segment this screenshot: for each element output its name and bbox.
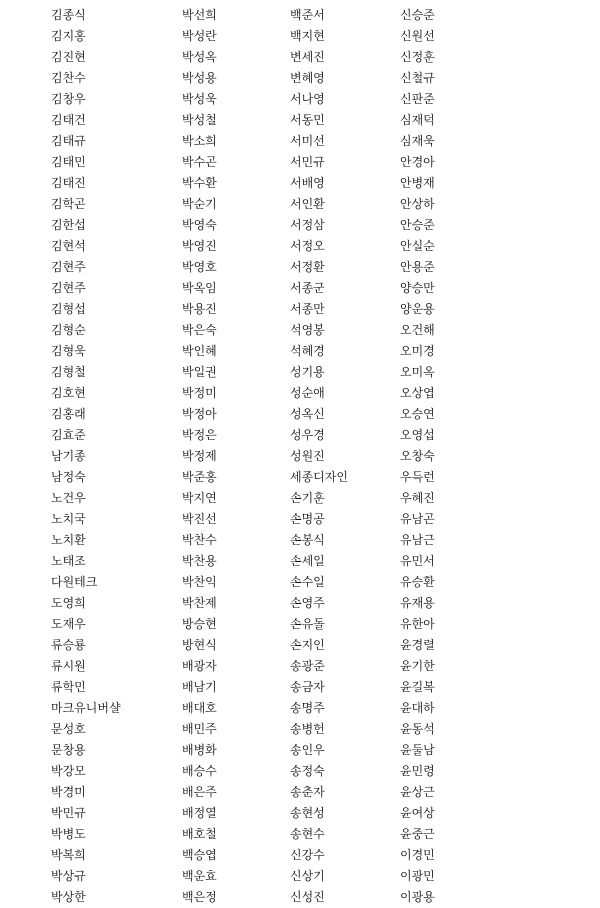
name-cell: 배광자 xyxy=(182,659,217,673)
name-cell: 김학곤 xyxy=(51,197,86,211)
name-cell: 유남근 xyxy=(400,533,435,547)
name-cell: 박성철 xyxy=(182,113,217,127)
name-cell: 노치국 xyxy=(51,512,86,526)
name-cell: 송병헌 xyxy=(290,722,325,736)
name-cell: 박성란 xyxy=(182,29,217,43)
name-cell: 박상한 xyxy=(51,890,86,904)
name-cell: 도영희 xyxy=(51,596,86,610)
name-cell: 서정삼 xyxy=(290,218,325,232)
name-cell: 서종군 xyxy=(290,281,325,295)
name-cell: 윤기한 xyxy=(400,659,435,673)
name-cell: 송현수 xyxy=(290,827,325,841)
name-cell: 마크유니버샬 xyxy=(51,701,121,715)
name-cell: 류승룡 xyxy=(51,638,86,652)
name-cell: 배병화 xyxy=(182,743,217,757)
name-cell: 박경미 xyxy=(51,785,86,799)
name-cell: 김현주 xyxy=(51,281,86,295)
name-cell: 이광민 xyxy=(400,869,435,883)
name-cell: 안실순 xyxy=(400,239,435,253)
name-cell: 윤동석 xyxy=(400,722,435,736)
name-cell: 송금자 xyxy=(290,680,325,694)
name-cell: 김홍래 xyxy=(51,407,86,421)
name-cell: 우혜진 xyxy=(400,491,435,505)
name-cell: 박영숙 xyxy=(182,218,217,232)
name-cell: 류시원 xyxy=(51,659,86,673)
name-cell: 문창용 xyxy=(51,743,86,757)
name-cell: 박용진 xyxy=(182,302,217,316)
name-cell: 김효준 xyxy=(51,428,86,442)
name-cell: 김형순 xyxy=(51,323,86,337)
name-cell: 김창우 xyxy=(51,92,86,106)
name-cell: 성옥신 xyxy=(290,407,325,421)
name-cell: 윤중근 xyxy=(400,827,435,841)
name-cell: 방현식 xyxy=(182,638,217,652)
name-cell: 남정숙 xyxy=(51,470,86,484)
name-cell: 백지현 xyxy=(290,29,325,43)
name-cell: 박선희 xyxy=(182,8,217,22)
name-cell: 송명주 xyxy=(290,701,325,715)
name-cell: 손기훈 xyxy=(290,491,325,505)
name-cell: 박준홍 xyxy=(182,470,217,484)
name-cell: 심재덕 xyxy=(400,113,435,127)
name-cell: 노치환 xyxy=(51,533,86,547)
name-cell: 노건우 xyxy=(51,491,86,505)
name-cell: 박영호 xyxy=(182,260,217,274)
name-cell: 손명공 xyxy=(290,512,325,526)
name-cell: 배정열 xyxy=(182,806,217,820)
name-cell: 오미옥 xyxy=(400,365,435,379)
name-cell: 윤둘남 xyxy=(400,743,435,757)
name-cell: 박옥임 xyxy=(182,281,217,295)
name-cell: 백운효 xyxy=(182,869,217,883)
name-cell: 성기용 xyxy=(290,365,325,379)
name-cell: 김태규 xyxy=(51,134,86,148)
name-cell: 서종만 xyxy=(290,302,325,316)
name-cell: 박정제 xyxy=(182,449,217,463)
name-cell: 윤경렬 xyxy=(400,638,435,652)
name-cell: 오영섭 xyxy=(400,428,435,442)
name-cell: 손세일 xyxy=(290,554,325,568)
name-cell: 다원테크 xyxy=(51,575,98,589)
name-cell: 윤여상 xyxy=(400,806,435,820)
name-cell: 박찬수 xyxy=(182,533,217,547)
name-cell: 서정환 xyxy=(290,260,325,274)
name-cell: 배은주 xyxy=(182,785,217,799)
name-cell: 변세진 xyxy=(290,50,325,64)
name-cell: 유한아 xyxy=(400,617,435,631)
name-cell: 박은숙 xyxy=(182,323,217,337)
name-cell: 오창숙 xyxy=(400,449,435,463)
name-cell: 오건해 xyxy=(400,323,435,337)
name-cell: 배대호 xyxy=(182,701,217,715)
name-cell: 안용준 xyxy=(400,260,435,274)
name-cell: 김태진 xyxy=(51,176,86,190)
name-cell: 박일권 xyxy=(182,365,217,379)
name-cell: 성우경 xyxy=(290,428,325,442)
name-cell: 박정미 xyxy=(182,386,217,400)
name-cell: 신철규 xyxy=(400,71,435,85)
name-cell: 송광준 xyxy=(290,659,325,673)
name-cell: 서인환 xyxy=(290,197,325,211)
name-cell: 송정숙 xyxy=(290,764,325,778)
name-cell: 박순기 xyxy=(182,197,217,211)
name-cell: 김지홍 xyxy=(51,29,86,43)
name-cell: 박수환 xyxy=(182,176,217,190)
name-cell: 신승준 xyxy=(400,8,435,22)
name-cell: 우득런 xyxy=(400,470,435,484)
name-cell: 오상엽 xyxy=(400,386,435,400)
name-cell: 유민서 xyxy=(400,554,435,568)
name-cell: 변혜영 xyxy=(290,71,325,85)
name-cell: 손유돌 xyxy=(290,617,325,631)
name-cell: 송춘자 xyxy=(290,785,325,799)
name-cell: 성순애 xyxy=(290,386,325,400)
name-cell: 이경민 xyxy=(400,848,435,862)
name-cell: 박성용 xyxy=(182,71,217,85)
name-cell: 배승수 xyxy=(182,764,217,778)
name-cell: 손영주 xyxy=(290,596,325,610)
name-cell: 세종디자인 xyxy=(290,470,348,484)
name-cell: 김한섭 xyxy=(51,218,86,232)
name-cell: 박복희 xyxy=(51,848,86,862)
name-cell: 방승현 xyxy=(182,617,217,631)
name-cell: 이광용 xyxy=(400,890,435,904)
name-list xyxy=(0,5,600,908)
name-cell: 서미선 xyxy=(290,134,325,148)
name-cell: 신원선 xyxy=(400,29,435,43)
name-cell: 김태건 xyxy=(51,113,86,127)
name-cell: 성원진 xyxy=(290,449,325,463)
name-cell: 박영진 xyxy=(182,239,217,253)
name-cell: 손봉식 xyxy=(290,533,325,547)
name-cell: 백준서 xyxy=(290,8,325,22)
name-cell: 유승환 xyxy=(400,575,435,589)
name-cell: 서정오 xyxy=(290,239,325,253)
name-cell: 윤상근 xyxy=(400,785,435,799)
name-cell: 심재욱 xyxy=(400,134,435,148)
name-cell: 신정훈 xyxy=(400,50,435,64)
name-cell: 배남기 xyxy=(182,680,217,694)
name-cell: 문성호 xyxy=(51,722,86,736)
name-cell: 양운용 xyxy=(400,302,435,316)
name-cell: 박상규 xyxy=(51,869,86,883)
name-cell: 박찬제 xyxy=(182,596,217,610)
name-cell: 배민주 xyxy=(182,722,217,736)
name-cell: 안승준 xyxy=(400,218,435,232)
name-cell: 양승만 xyxy=(400,281,435,295)
name-cell: 김현주 xyxy=(51,260,86,274)
name-cell: 신판준 xyxy=(400,92,435,106)
name-cell: 윤민령 xyxy=(400,764,435,778)
name-cell: 박찬용 xyxy=(182,554,217,568)
name-cell: 박정아 xyxy=(182,407,217,421)
name-cell: 박수곤 xyxy=(182,155,217,169)
name-cell: 신강수 xyxy=(290,848,325,862)
name-cell: 남기종 xyxy=(51,449,86,463)
name-cell: 백은정 xyxy=(182,890,217,904)
name-cell: 류학민 xyxy=(51,680,86,694)
name-cell: 안경아 xyxy=(400,155,435,169)
name-cell: 손수일 xyxy=(290,575,325,589)
name-cell: 박인혜 xyxy=(182,344,217,358)
name-cell: 박정은 xyxy=(182,428,217,442)
name-cell: 김형섭 xyxy=(51,302,86,316)
name-cell: 서동민 xyxy=(290,113,325,127)
name-cell: 박병도 xyxy=(51,827,86,841)
name-cell: 신상기 xyxy=(290,869,325,883)
name-cell: 오미경 xyxy=(400,344,435,358)
name-cell: 유재용 xyxy=(400,596,435,610)
name-cell: 서민규 xyxy=(290,155,325,169)
name-cell: 석혜경 xyxy=(290,344,325,358)
name-cell: 박찬익 xyxy=(182,575,217,589)
name-cell: 박민규 xyxy=(51,806,86,820)
name-cell: 송인우 xyxy=(290,743,325,757)
name-cell: 안병재 xyxy=(400,176,435,190)
name-cell: 박성옥 xyxy=(182,50,217,64)
name-cell: 김호현 xyxy=(51,386,86,400)
name-cell: 김현석 xyxy=(51,239,86,253)
name-cell: 김진현 xyxy=(51,50,86,64)
name-cell: 석영봉 xyxy=(290,323,325,337)
name-cell: 신성진 xyxy=(290,890,325,904)
name-cell: 박강모 xyxy=(51,764,86,778)
name-cell: 유남곤 xyxy=(400,512,435,526)
name-cell: 노태조 xyxy=(51,554,86,568)
name-cell: 서나영 xyxy=(290,92,325,106)
name-cell: 김태민 xyxy=(51,155,86,169)
name-cell: 오승연 xyxy=(400,407,435,421)
name-cell: 윤대하 xyxy=(400,701,435,715)
name-cell: 백승엽 xyxy=(182,848,217,862)
name-cell: 서배영 xyxy=(290,176,325,190)
name-cell: 손지인 xyxy=(290,638,325,652)
name-cell: 배호철 xyxy=(182,827,217,841)
name-cell: 안상하 xyxy=(400,197,435,211)
name-cell: 송현성 xyxy=(290,806,325,820)
name-cell: 박지연 xyxy=(182,491,217,505)
name-cell: 김종식 xyxy=(51,8,86,22)
name-cell: 도재우 xyxy=(51,617,86,631)
name-cell: 김형욱 xyxy=(51,344,86,358)
name-cell: 김찬수 xyxy=(51,71,86,85)
name-cell: 김형철 xyxy=(51,365,86,379)
name-cell: 박소희 xyxy=(182,134,217,148)
name-cell: 윤길복 xyxy=(400,680,435,694)
name-cell: 박진선 xyxy=(182,512,217,526)
name-cell: 박성욱 xyxy=(182,92,217,106)
